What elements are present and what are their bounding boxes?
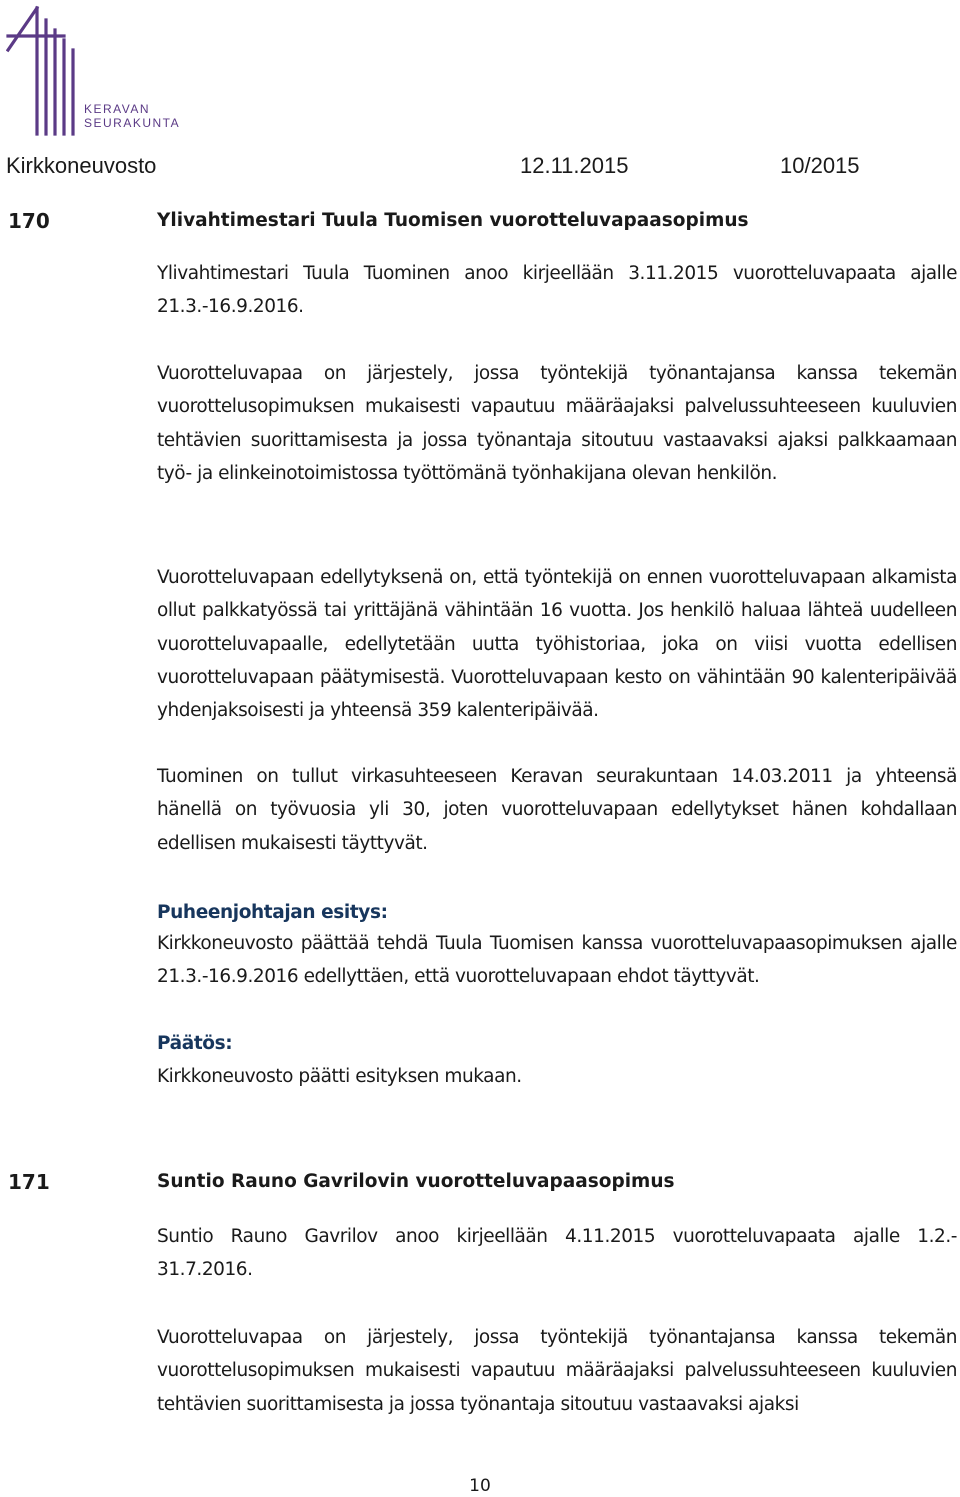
decision-text: Kirkkoneuvosto päätti esityksen mukaan. (157, 1066, 522, 1087)
header-date: 12.11.2015 (520, 153, 629, 178)
section-intro: Ylivahtimestari Tuula Tuominen anoo kirjeellään 3.11.2015 vuorotteluvapaata ajalle (157, 263, 957, 284)
section-title: Suntio Rauno Gavrilovin vuorotteluvapaasopimus (157, 1171, 675, 1192)
header-body: Kirkkoneuvosto (6, 153, 157, 178)
header-number: 10/2015 (780, 153, 860, 178)
section-title: Ylivahtimestari Tuula Tuomisen vuorotteluvapaasopimus (157, 210, 749, 231)
proposal-text: Kirkkoneuvosto päättää tehdä Tuula Tuomisen kanssa vuorotteluvapaasopimuksen ajalle 21.3.-16.9.2016 edellyttäen, että vuorotteluvapaan ehdot täyttyvät. (157, 933, 957, 988)
section-background: Tuominen on tullut virkasuhteeseen Keravan seurakuntaan 14.03.2011 ja yhteensä hänellä on työvuosia yli 30, joten vuorotteluvapaan edellytykset hänen kohdallaan edellisen mukaisesti täyttyvät. (157, 766, 957, 854)
decision-label: Päätös: (157, 1033, 233, 1054)
section-conditions: Vuorotteluvapaan edellytyksenä on, että työntekijä on ennen vuorotteluvapaan alkamista ollut palkkatyössä tai yrittäjänä vähintään 16 vuotta. Jos henkilö haluaa lähteä uudelleen vuorotteluvapaalle, edellytetään uutta työhistoriaa, joka on viisi vuotta edellisen vuorotteluvapaan päätymisestä. Vuorotteluvapaan kesto on vähintään 90 kalenteripäivää yhdenjaksoisesti ja yhteensä 359 kalenteripäivää. (157, 567, 957, 722)
section-definition-partial: Vuorotteluvapaa on järjestely, jossa työntekijä työnantajansa kanssa tekemän vuorottelusopimuksen mukaisesti vapautuu määräajaksi palvelussuhteeseen kuuluvien tehtävien suorittamisesta ja jossa työnantaja sitoutuu vastaavaksi ajaksi (157, 1327, 957, 1415)
proposal-label: Puheenjohtajan esitys: (157, 902, 388, 923)
section-number: 170 (8, 209, 50, 233)
section-definition: Vuorotteluvapaa on järjestely, jossa työntekijä työnantajansa kanssa tekemän vuorottelusopimuksen mukaisesti vapautuu määräajaksi palvelussuhteeseen kuuluvien tehtävien suorittamisesta ja jossa työnantaja sitoutuu vastaavaksi ajaksi palkkaamaan työ- ja elinkeinotoimistossa työttömänä työnhakijana olevan henkilön. (157, 363, 957, 484)
section-intro-line (157, 257, 957, 290)
section-number: 171 (8, 1170, 50, 1194)
page-number: 10 (469, 1476, 491, 1496)
section-intro-wrap (157, 290, 957, 323)
logo-wordmark (84, 102, 180, 130)
section-intro: Suntio Rauno Gavrilov anoo kirjeellään 4.11.2015 vuorotteluvapaata ajalle 1.2.- 31.7.2016. (157, 1226, 957, 1281)
logo-line-2: SEURAKUNTA (84, 116, 181, 130)
logo-line-1: KERAVAN (84, 102, 151, 116)
section-intro-end: 21.3.-16.9.2016. (157, 296, 304, 317)
